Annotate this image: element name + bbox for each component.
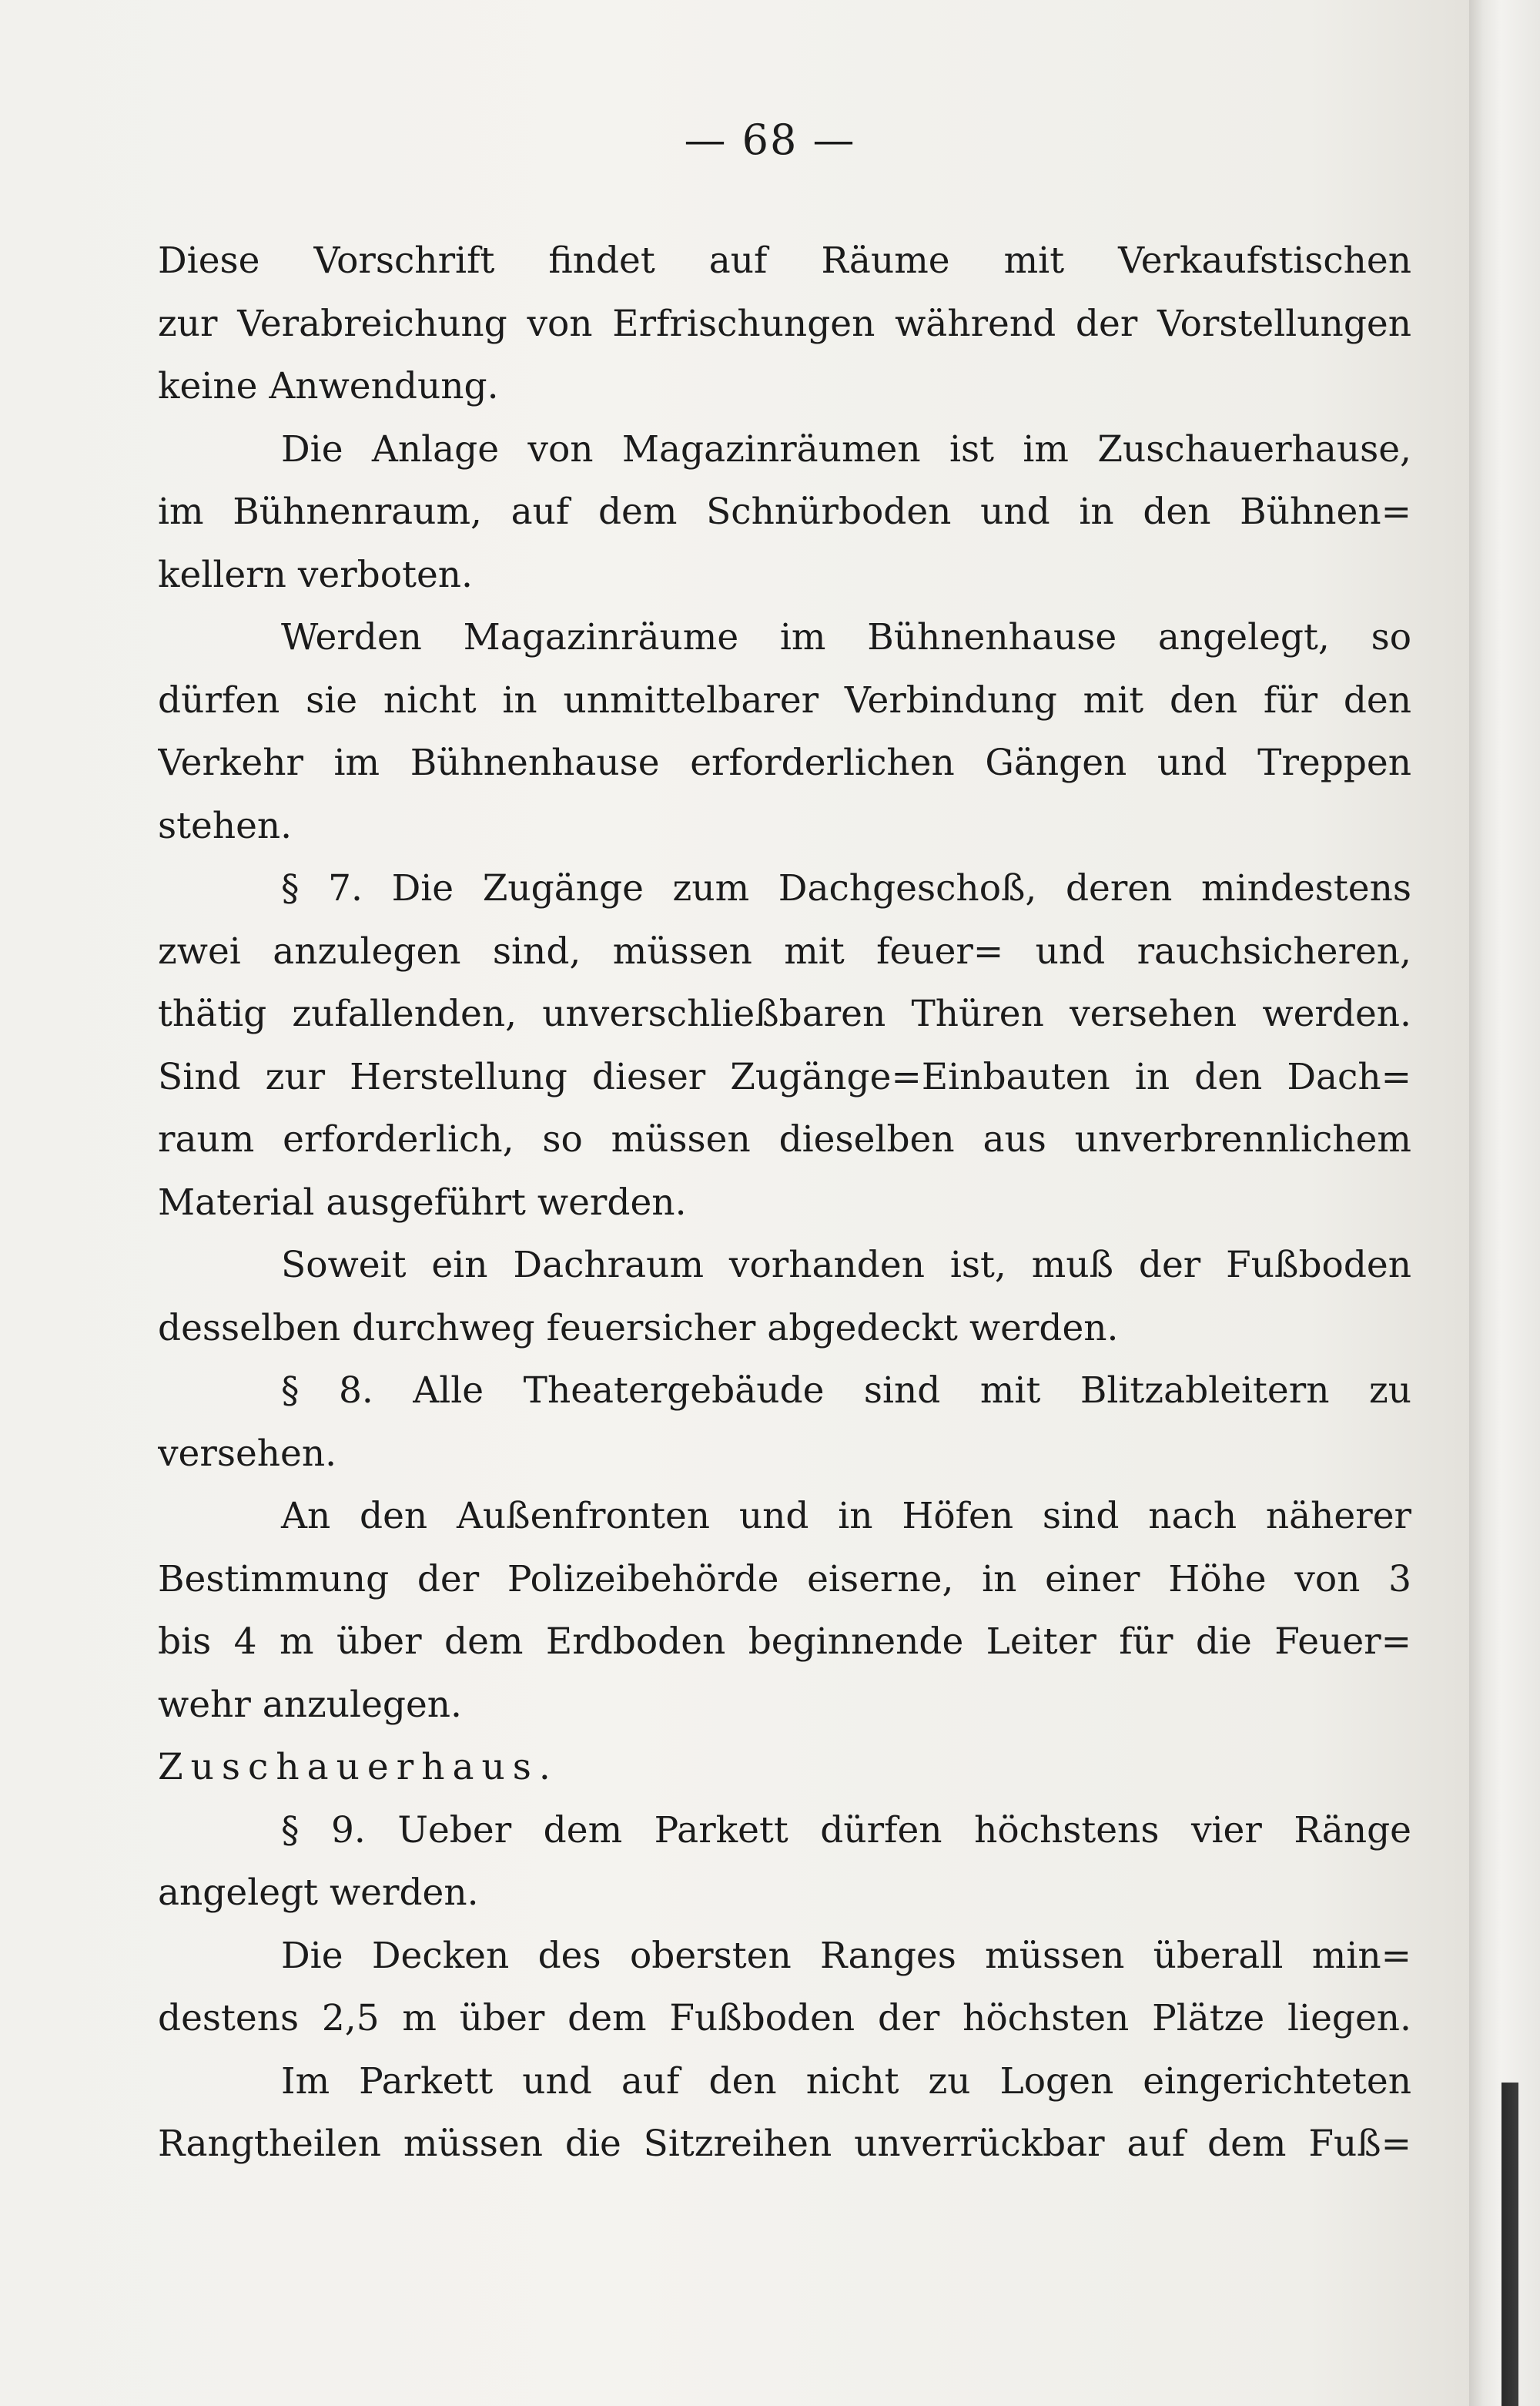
text-line: versehen. [158, 1432, 337, 1475]
text-line: zur Verabreichung von Erfrischungen während der Vorstellungen [158, 302, 1411, 345]
text-line: dürfen sie nicht in unmittelbarer Verbindung mit den für den [158, 679, 1411, 722]
text-line: zwei anzulegen sind, müssen mit feuer= und rauchsicheren, [158, 930, 1411, 973]
text-line: im Bühnenraum, auf dem Schnürboden und in den Bühnen= [158, 491, 1411, 533]
section-heading: Zuschauerhaus. [158, 1746, 558, 1788]
body-text [158, 230, 1411, 2176]
page-gutter [1469, 0, 1540, 2406]
text-line: § 7. Die Zugänge zum Dachgeschoß, deren mindestens [281, 867, 1411, 910]
text-line: kellern verboten. [158, 553, 473, 596]
text-line: keine Anwendung. [158, 365, 499, 407]
binding-shadow [1502, 2083, 1518, 2406]
text-line: Material ausgeführt werden. [158, 1181, 687, 1224]
text-line: raum erforderlich, so müssen dieselben aus unverbrennlichem [158, 1118, 1411, 1161]
text-line: Die Decken des obersten Ranges müssen überall min= [281, 1934, 1411, 1977]
text-line: Rangtheilen müssen die Sitzreihen unverrückbar auf dem Fuß= [158, 2123, 1411, 2165]
page-number: — 68 — [684, 116, 856, 164]
text-line: § 9. Ueber dem Parkett dürfen höchstens vier Ränge [281, 1808, 1411, 1851]
text-line: angelegt werden. [158, 1872, 479, 1914]
text-line: Bestimmung der Polizeibehörde eiserne, in einer Höhe von 3 [158, 1557, 1411, 1600]
text-line: stehen. [158, 804, 293, 847]
text-line: An den Außenfronten und in Höfen sind nach näherer [281, 1495, 1411, 1537]
text-line: thätig zufallenden, unverschließbaren Thüren versehen werden. [158, 993, 1411, 1035]
text-line: wehr anzulegen. [158, 1683, 463, 1726]
text-line: desselben durchweg feuersicher abgedeckt werden. [158, 1306, 1119, 1349]
text-line: Soweit ein Dachraum vorhanden ist, muß der Fußboden [281, 1244, 1411, 1286]
text-line: § 8. Alle Theatergebäude sind mit Blitzableitern zu [281, 1369, 1411, 1412]
text-line: Werden Magazinräume im Bühnenhause angelegt, so [281, 616, 1411, 658]
text-line: Die Anlage von Magazinräumen ist im Zuschauerhause, [281, 427, 1411, 471]
text-line: Diese Vorschrift findet auf Räume mit Verkaufstischen [158, 240, 1411, 282]
text-line: Sind zur Herstellung dieser Zugänge=Einbauten in den Dach= [158, 1055, 1411, 1098]
text-line: destens 2,5 m über dem Fußboden der höchsten Plätze liegen. [158, 1997, 1411, 2039]
text-line: Verkehr im Bühnenhause erforderlichen Gängen und Treppen [158, 742, 1411, 784]
text-line: Im Parkett und auf den nicht zu Logen eingerichteten [281, 2059, 1411, 2103]
text-line: bis 4 m über dem Erdboden beginnende Leiter für die Feuer= [158, 1620, 1411, 1663]
